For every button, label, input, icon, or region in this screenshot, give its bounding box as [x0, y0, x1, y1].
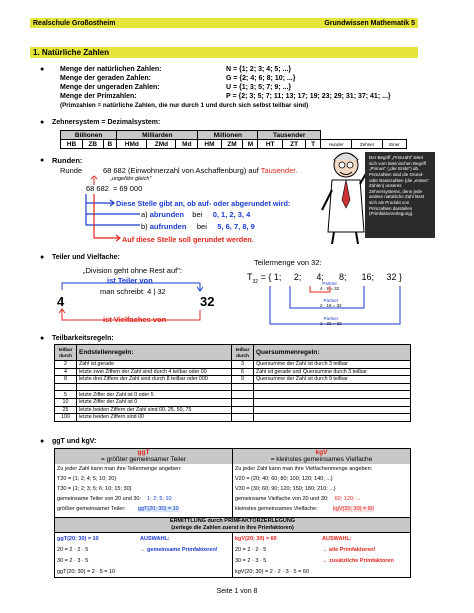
set-value: U = {1; 3; 5; 7; 9; ...}: [226, 84, 292, 91]
pfz-left-line: ggT(20; 30) = 2 · 5 = 10: [57, 569, 116, 575]
place-cell: ZMd: [147, 140, 176, 149]
table-cell: [254, 414, 411, 422]
ggt-common-label: gemeinsame Teiler von 20 und 30:: [57, 496, 141, 502]
table-cell: 100: [55, 414, 77, 422]
table-cell: 4: [55, 368, 77, 376]
ggt-t30: T30 = {1; 2; 3; 5; 6; 10; 15; 30}: [57, 486, 132, 492]
pfz-header: [55, 517, 410, 533]
professor-illustration: [318, 150, 370, 246]
prime-note: (Primzahlen = natürliche Zahlen, die nur durch 1 und durch sich selbst teilbar sind): [60, 102, 309, 109]
teiler-right-number: 32: [200, 294, 215, 309]
table-cell: Quersumme der Zahl ist durch 3 teilbar: [254, 361, 411, 369]
place-cell: ZT: [283, 140, 306, 149]
pfz-left-note: → gemeinsame Primfaktoren!: [140, 547, 218, 553]
partner-box-2: [320, 298, 342, 309]
pfz-right-line: 20 = 2 · 2 · 5: [235, 547, 267, 553]
table-cell: letzte beiden Ziffern der Zahl sind 00, 25, 50, 75: [77, 406, 232, 414]
set-part: 8;: [338, 272, 347, 282]
table-cell: Zahl ist gerade und Quersumme durch 3 teilbar: [254, 368, 411, 376]
place-value-table: [60, 130, 407, 149]
set-part: 4;: [316, 272, 324, 282]
ggt-biggest-value: ggT(20; 30) = 10: [137, 506, 179, 512]
pfz-right-note: AUSWAHL:: [322, 536, 352, 542]
ggt-biggest-label: größter gemeinsamer Teiler:: [57, 506, 126, 512]
table-cell: letzte Ziffer der Zahl ist 0 oder 5: [77, 391, 232, 399]
kgv-smallest: [235, 506, 374, 512]
partner-label: Partner: [322, 281, 337, 286]
option-b-bei: bei: [196, 222, 207, 231]
option-a-bei: bei: [192, 210, 203, 219]
partner-label: Partner: [323, 316, 339, 321]
set-part: 32 }: [386, 272, 403, 282]
table-row: [55, 383, 411, 391]
place-cell: Einer: [382, 140, 406, 149]
table-cell: [254, 383, 411, 391]
column-divider: [232, 533, 233, 578]
set-symbol: T: [247, 272, 253, 282]
table-cell: letzte zwei Ziffern der Zahl sind durch 4 teilbar oder 00: [77, 368, 232, 376]
pfz-right-line: kgV(20; 30) = 2 · 2 · 3 · 5 = 60: [235, 569, 309, 575]
table-cell: 9: [232, 376, 254, 384]
table-cell: 6: [232, 368, 254, 376]
col-header: teilbar durch: [55, 345, 77, 361]
group-millionen: Millionen: [198, 131, 258, 140]
table-row: [55, 368, 411, 376]
table-cell: letzte beiden Ziffern sind 00: [77, 414, 232, 422]
runden-example-result: ≈ 69 000: [113, 184, 143, 193]
pfz-right-line: 30 = 2 · 3 · 5: [235, 558, 267, 564]
table-cell: [232, 398, 254, 406]
table-row: [55, 406, 411, 414]
table-cell: Quersumme der Zahl ist durch 9 teilbar: [254, 376, 411, 384]
runden-option-a: [141, 210, 250, 219]
teiler-title: Teiler und Vielfache:: [52, 254, 120, 261]
kgv-common-label: gemeinsame Vielfache von 20 und 30:: [235, 496, 329, 502]
zehnersystem-title: Zehnersystem = Dezimalsystem:: [52, 119, 161, 126]
ggt-intro: Zu jeder Zahl kann man ihre Teilermenge angeben:: [57, 466, 182, 472]
ggt-title: ggT: [137, 449, 150, 456]
set-value: G = {2; 4; 6; 8; 10; ...}: [226, 75, 296, 82]
pfz-subtitle: (zerlege die Zahlen zuerst in ihre Primfaktoren): [171, 525, 294, 531]
table-cell: [77, 383, 232, 391]
pfz-left-line: ggT(20; 30) = 10: [57, 536, 99, 542]
table-cell: Zahl ist gerade: [77, 361, 232, 369]
table-row: [55, 414, 411, 422]
pfz-left-note: AUSWAHL:: [140, 536, 170, 542]
table-cell: [232, 383, 254, 391]
partner-label: Partner: [323, 298, 339, 303]
table-cell: 2: [55, 361, 77, 369]
header-bar: [30, 18, 418, 28]
kgv-smallest-label: kleinstes gemeinsames Vielfache:: [235, 506, 318, 512]
ggt-subtitle: = größter gemeinsamer Teiler: [101, 456, 186, 463]
table-cell: 8: [55, 376, 77, 384]
runden-task: [60, 166, 297, 175]
runden-arrows: [80, 176, 143, 242]
table-cell: letzte drei Ziffern der Zahl sind durch 8 teilbar oder 000: [77, 376, 232, 384]
table-cell: [232, 406, 254, 414]
kgv-title: kgV: [315, 449, 328, 456]
teiler-arrows: [60, 280, 210, 328]
bullet-icon: ●: [40, 66, 45, 73]
place-cell: Hunder: [320, 140, 351, 149]
teiler-quote: „Division geht ohne Rest auf":: [83, 266, 182, 275]
col-header: Quersummenregeln:: [254, 345, 411, 361]
group-milliarden: Milliarden: [117, 131, 198, 140]
page-footer: Seite 1 von 8: [216, 588, 258, 595]
pfz-right-line: kgV(20; 30) = 60: [235, 536, 277, 542]
ggt-common-value: 1; 2; 5; 10: [147, 496, 172, 502]
pfz-right-note: → alle Primfaktoren!: [322, 547, 376, 553]
set-value: P = {2; 3; 5; 7; 11; 13; 17; 19; 23; 29; 31; 37; 41; ...}: [226, 93, 391, 100]
table-row: [55, 391, 411, 399]
set-label: Menge der geraden Zahlen:: [60, 75, 152, 82]
bullet-icon: ●: [40, 254, 45, 261]
runden-option-b: [141, 222, 255, 231]
ggt-biggest: [57, 506, 179, 512]
table-cell: [254, 406, 411, 414]
table-cell: letzte Ziffer der Zahl ist 0: [77, 398, 232, 406]
table-cell: [232, 391, 254, 399]
partner-equation: 4 · 8 = 32: [320, 286, 340, 292]
set-label: Menge der natürlichen Zahlen:: [60, 66, 162, 73]
set-part: 16;: [361, 272, 374, 282]
doc-subject: Grundwissen Mathematik 5: [324, 19, 415, 27]
runden-number: 68 682: [102, 166, 126, 175]
teilbarkeit-title: Teilbarkeitsregeln:: [52, 335, 114, 342]
teiler-left-number: 4: [57, 294, 65, 309]
option-a-word: abrunden: [149, 210, 184, 219]
option-b-nums: 5, 6, 7, 8, 9: [217, 222, 255, 231]
kgv-smallest-value: kgV(20; 30) = 60: [333, 506, 374, 512]
section-title-text: 1. Natürliche Zahlen: [33, 48, 110, 57]
teilbarkeit-table: [54, 344, 411, 422]
runden-label: Runde: [60, 166, 83, 175]
option-a-label: a): [141, 210, 148, 219]
bullet-icon: ●: [40, 438, 45, 445]
runden-question: Diese Stelle gibt an, ob auf- oder abgerundet wird:: [116, 199, 291, 208]
bullet-icon: ●: [40, 119, 45, 126]
place-cell: HT: [258, 140, 283, 149]
teilermenge-title: Teilermenge von 32:: [254, 258, 322, 267]
table-row: [55, 376, 411, 384]
kgv-v30: V30 = {30; 60; 90; 120; 150; 180; 210; ...}: [235, 486, 336, 492]
set-label: Menge der ungeraden Zahlen:: [60, 84, 160, 91]
set-index: 32: [252, 278, 259, 285]
bullet-icon: ●: [40, 157, 45, 164]
set-value: N = {1; 2; 3; 4; 5; ...}: [226, 66, 292, 73]
kgv-subtitle: = kleinstes gemeinsames Vielfache: [270, 456, 373, 463]
runden-example-num: 68 682: [86, 184, 109, 193]
kgv-common: [235, 496, 361, 502]
place-cell: Md: [176, 140, 198, 149]
school-name: Realschule Großostheim: [33, 19, 116, 27]
bullet-icon: ●: [40, 335, 45, 342]
table-row: [55, 398, 411, 406]
place-cell: M: [243, 140, 258, 149]
table-row: [55, 361, 411, 369]
table-cell: [254, 391, 411, 399]
section-title: [30, 47, 418, 58]
ggt-kgv-title: ggT und kgV:: [52, 438, 97, 445]
option-b-word: aufrunden: [149, 222, 187, 231]
ggt-common: [57, 496, 172, 502]
vielfach-label: ist Vielfaches von: [103, 315, 167, 324]
ggt-t20: T20 = {1; 2; 4; 5; 10; 20}: [57, 476, 117, 482]
table-cell: [55, 383, 77, 391]
ungefaehr-label: „ungefähr gleich": [110, 176, 152, 182]
col-header: teilbar durch: [232, 345, 254, 361]
table-cell: 5: [55, 391, 77, 399]
teiler-label: ist Teiler von: [107, 276, 153, 285]
table-cell: 3: [232, 361, 254, 369]
teiler-notation: man schreibt: 4 | 32: [100, 287, 166, 296]
place-cell: ZB: [82, 140, 103, 149]
place-cell: HM: [198, 140, 221, 149]
group-billionen: Billionen: [61, 131, 117, 140]
ggt-header: [55, 449, 232, 464]
table-cell: [232, 414, 254, 422]
runden-note: Auf diese Stelle soll gerundet werden.: [122, 235, 254, 244]
option-b-label: b): [141, 222, 148, 231]
place-cell: B: [103, 140, 117, 149]
partner-box-3: [320, 316, 342, 327]
place-cell: HMd: [117, 140, 147, 149]
runden-text: (Einwohnerzahl von Aschaffenburg) auf: [128, 166, 259, 175]
place-cell: Zehner: [352, 140, 383, 149]
runden-unit: Tausender.: [260, 166, 298, 175]
pfz-left-line: 30 = 2 · 3 · 5: [57, 558, 89, 564]
kgv-v20: V20 = {20; 40; 60; 80; 100; 120; 140; ...}: [235, 476, 333, 482]
set-label: Menge der Primzahlen:: [60, 93, 137, 100]
prime-callout: Der Begriff „Primzahl" leitet sich vom lateinischen Begriff „Primus" („der Erste") ab. Primzahlen sind die Grund- oder Basiszahlen (die „ersten" Zahlen) unseres Zehnersystems, denn jede andere natürliche Zahl lässt sich als Produkt von Primzahlen darstellen (Primfaktorzerlegung).: [365, 152, 435, 238]
kgv-header: [233, 449, 410, 464]
pfz-right-note: → zusätzliche Primfaktoren: [322, 558, 394, 564]
table-cell: [254, 398, 411, 406]
kgv-intro: Zu jeder Zahl kann man ihre Vielfachenmenge angeben:: [235, 466, 373, 472]
table-cell: 10: [55, 398, 77, 406]
partner-box-1: [320, 281, 339, 292]
group-tausender: Tausender: [258, 131, 321, 140]
place-cell: HB: [61, 140, 83, 149]
pfz-title: ERMITTLUNG durch PRIMFAKTORZERLEGUNG: [169, 518, 296, 524]
place-cell: ZM: [221, 140, 243, 149]
pfz-left-line: 20 = 2 · 2 · 5: [57, 547, 89, 553]
kgv-common-value: 60; 120; ...: [334, 496, 361, 502]
partner-equation: 2 · 16 = 32: [320, 303, 342, 309]
runden-title: Runden:: [52, 156, 83, 165]
option-a-nums: 0, 1, 2, 3, 4: [212, 210, 251, 219]
set-part: = { 1;: [260, 272, 282, 282]
set-part: 2;: [293, 272, 302, 282]
col-header: Endstellenregeln:: [77, 345, 232, 361]
table-cell: 25: [55, 406, 77, 414]
place-cell: T: [306, 140, 321, 149]
partner-equation: 1 · 32 = 32: [320, 321, 342, 327]
